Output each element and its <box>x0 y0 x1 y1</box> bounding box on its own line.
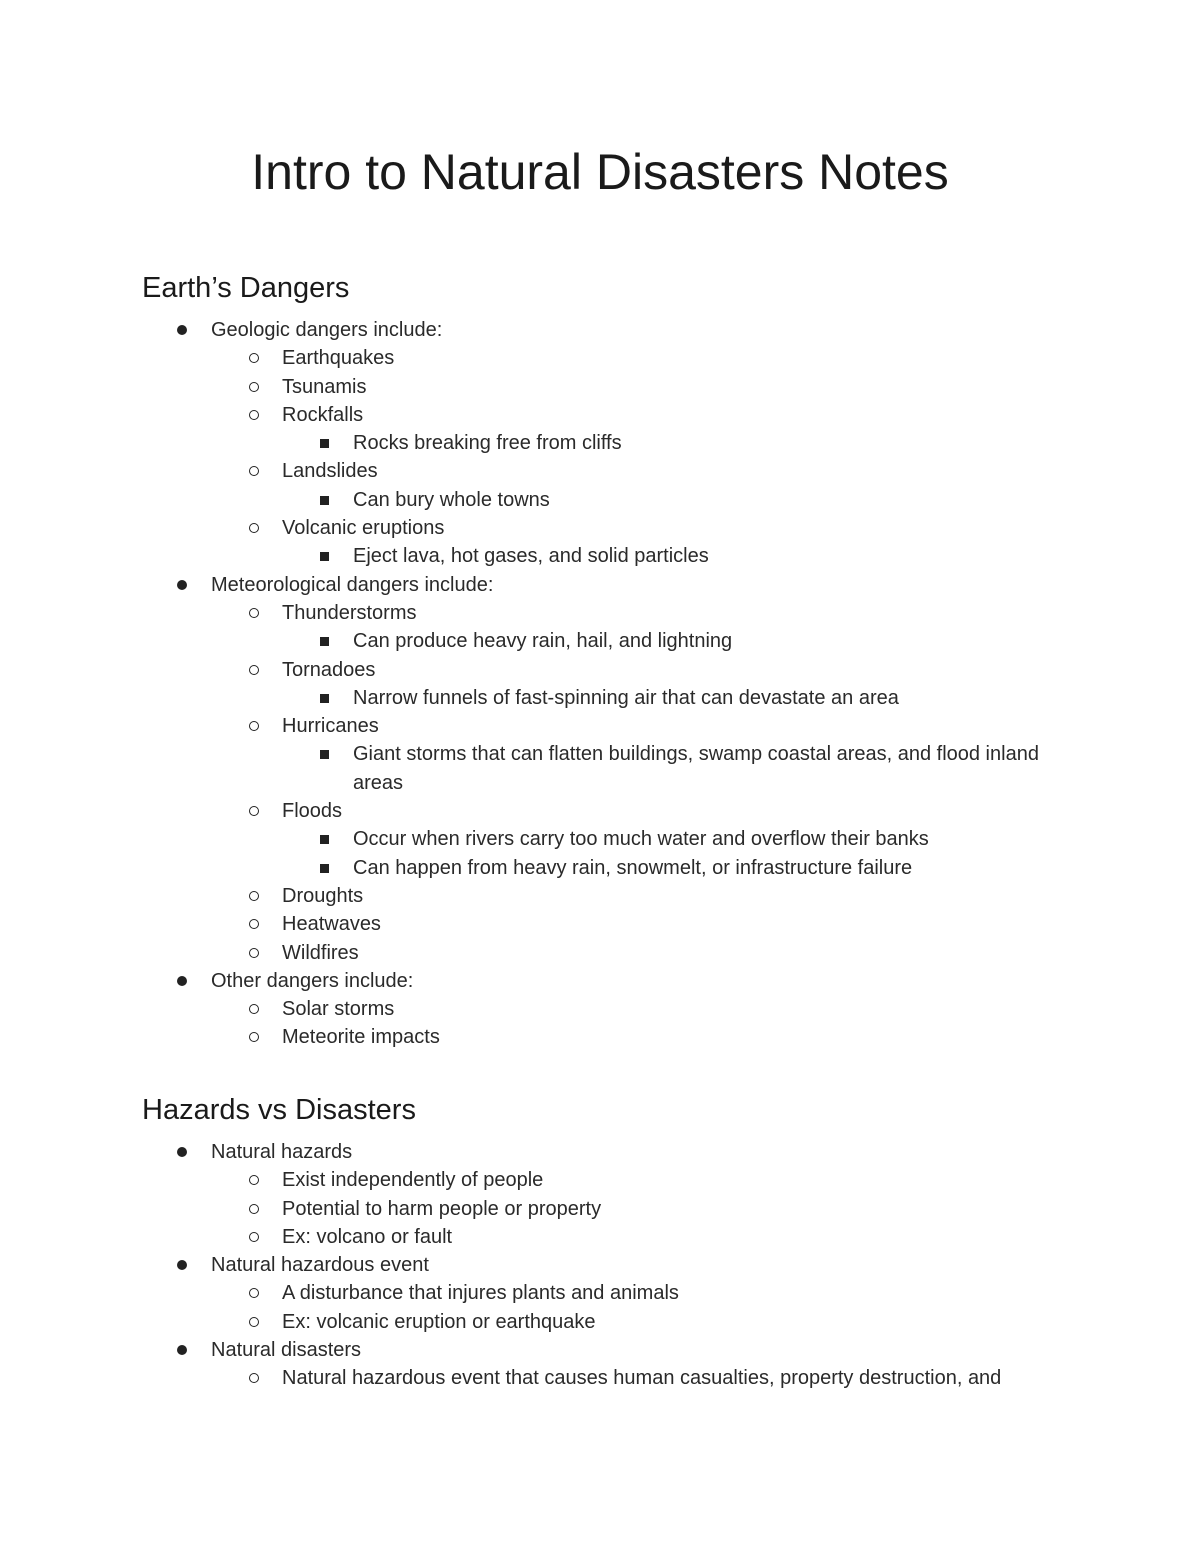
list-item-text: Meteorite impacts <box>282 1026 440 1049</box>
square-bullet-icon <box>320 835 329 844</box>
list-item <box>0 656 1043 684</box>
filled-bullet-icon <box>177 325 187 335</box>
list-item-text: Solar storms <box>282 998 395 1021</box>
list-item-text: Landslides <box>282 460 378 483</box>
hollow-bullet-icon <box>249 608 259 618</box>
list-item <box>0 910 1043 938</box>
hollow-bullet-icon <box>249 1004 259 1014</box>
list-item-text: Meteorological dangers include: <box>211 573 494 596</box>
list-item <box>0 316 1043 344</box>
list-item <box>0 1195 1001 1223</box>
section-heading-earths-dangers: Earth’s Dangers <box>142 272 350 304</box>
hollow-bullet-icon <box>249 1317 259 1327</box>
list-item <box>0 1223 1001 1251</box>
list-item-text: Natural hazards <box>211 1141 353 1163</box>
list-item <box>0 373 1043 401</box>
list-item <box>0 995 1043 1023</box>
list-item <box>0 1279 1001 1307</box>
square-bullet-icon <box>320 750 329 759</box>
square-bullet-icon <box>320 694 329 703</box>
list-item-text: Giant storms that can flatten buildings, swamp coastal areas, and flood inland areas <box>353 743 1039 794</box>
list-item-text: A disturbance that injures plants and animals <box>282 1282 679 1305</box>
hollow-bullet-icon <box>249 665 259 675</box>
list-item-text: Rocks breaking free from cliffs <box>353 432 622 455</box>
list-item <box>0 684 1043 712</box>
square-bullet-icon <box>320 439 329 448</box>
list-item <box>0 429 1043 457</box>
list-item <box>0 712 1043 740</box>
hollow-bullet-icon <box>249 721 259 731</box>
list-item <box>0 1023 1043 1051</box>
list-item <box>0 599 1043 627</box>
list-item <box>0 1138 1001 1166</box>
list-item-text: Natural disasters <box>211 1339 362 1362</box>
hollow-bullet-icon <box>249 353 259 363</box>
hollow-bullet-icon <box>249 1288 259 1298</box>
list-item-text: Natural hazardous event that causes human casualties, property destruction, and <box>282 1367 1002 1390</box>
list-item <box>0 1308 1001 1336</box>
section-list-earths-dangers <box>0 316 1043 1052</box>
list-item <box>0 542 1043 570</box>
list-item-text: Narrow funnels of fast-spinning air that can devastate an area <box>353 686 899 709</box>
square-bullet-icon <box>320 552 329 561</box>
list-item <box>0 627 1043 655</box>
list-item <box>0 939 1043 967</box>
list-item-text: Eject lava, hot gases, and solid particles <box>353 545 709 568</box>
filled-bullet-icon <box>177 1345 187 1355</box>
square-bullet-icon <box>320 496 329 505</box>
list-item-text: Geologic dangers include: <box>211 319 443 341</box>
list-item-text: Natural hazardous event <box>211 1254 429 1277</box>
list-item-text: Can bury whole towns <box>353 488 550 511</box>
hollow-bullet-icon <box>249 410 259 420</box>
filled-bullet-icon <box>177 976 187 986</box>
list-item <box>0 1364 1001 1392</box>
list-item <box>0 486 1043 514</box>
hollow-bullet-icon <box>249 1204 259 1214</box>
section-heading-hazards-vs-disasters: Hazards vs Disasters <box>142 1094 416 1126</box>
list-item-text: Tsunamis <box>282 375 367 398</box>
list-item-text: Earthquakes <box>282 347 395 370</box>
filled-bullet-icon <box>177 580 187 590</box>
square-bullet-icon <box>320 864 329 873</box>
list-item-text: Can produce heavy rain, hail, and lightning <box>353 630 733 653</box>
list-item-text: Heatwaves <box>282 913 381 936</box>
hollow-bullet-icon <box>249 382 259 392</box>
list-item-text: Occur when rivers carry too much water and overflow their banks <box>353 828 929 851</box>
list-item <box>0 514 1043 542</box>
page-title: Intro to Natural Disasters Notes <box>251 144 949 200</box>
list-item-text: Wildfires <box>282 941 359 964</box>
list-item-text: Can happen from heavy rain, snowmelt, or infrastructure failure <box>353 856 913 879</box>
hollow-bullet-icon <box>249 948 259 958</box>
hollow-bullet-icon <box>249 806 259 816</box>
list-item <box>0 825 1043 853</box>
list-item-text: Volcanic eruptions <box>282 517 445 540</box>
filled-bullet-icon <box>177 1260 187 1270</box>
section-list-hazards-vs-disasters <box>0 1138 1001 1393</box>
list-item <box>0 854 1043 882</box>
list-item-text: Floods <box>282 800 343 823</box>
hollow-bullet-icon <box>249 919 259 929</box>
list-item <box>0 401 1043 429</box>
list-item <box>0 967 1043 995</box>
list-item <box>0 344 1043 372</box>
square-bullet-icon <box>320 637 329 646</box>
list-item <box>0 797 1043 825</box>
hollow-bullet-icon <box>249 466 259 476</box>
hollow-bullet-icon <box>249 1032 259 1042</box>
hollow-bullet-icon <box>249 1232 259 1242</box>
list-item-text: Tornadoes <box>282 658 376 681</box>
list-item <box>0 457 1043 485</box>
list-item-text: Other dangers include: <box>211 969 414 992</box>
list-item <box>0 1251 1001 1279</box>
list-item-text: Potential to harm people or property <box>282 1197 602 1220</box>
list-item-text: Exist independently of people <box>282 1169 544 1192</box>
list-item <box>0 740 1043 797</box>
hollow-bullet-icon <box>249 1175 259 1185</box>
filled-bullet-icon <box>177 1147 187 1157</box>
list-item <box>0 882 1043 910</box>
hollow-bullet-icon <box>249 523 259 533</box>
list-item-text: Ex: volcano or fault <box>282 1225 453 1248</box>
hollow-bullet-icon <box>249 891 259 901</box>
list-item <box>0 1336 1001 1364</box>
list-item-text: Ex: volcanic eruption or earthquake <box>282 1310 596 1333</box>
list-item <box>0 1166 1001 1194</box>
hollow-bullet-icon <box>249 1373 259 1383</box>
list-item-text: Thunderstorms <box>282 601 417 624</box>
list-item-text: Droughts <box>282 884 364 907</box>
list-item-text: Rockfalls <box>282 403 364 426</box>
list-item <box>0 571 1043 599</box>
list-item-text: Hurricanes <box>282 715 379 738</box>
